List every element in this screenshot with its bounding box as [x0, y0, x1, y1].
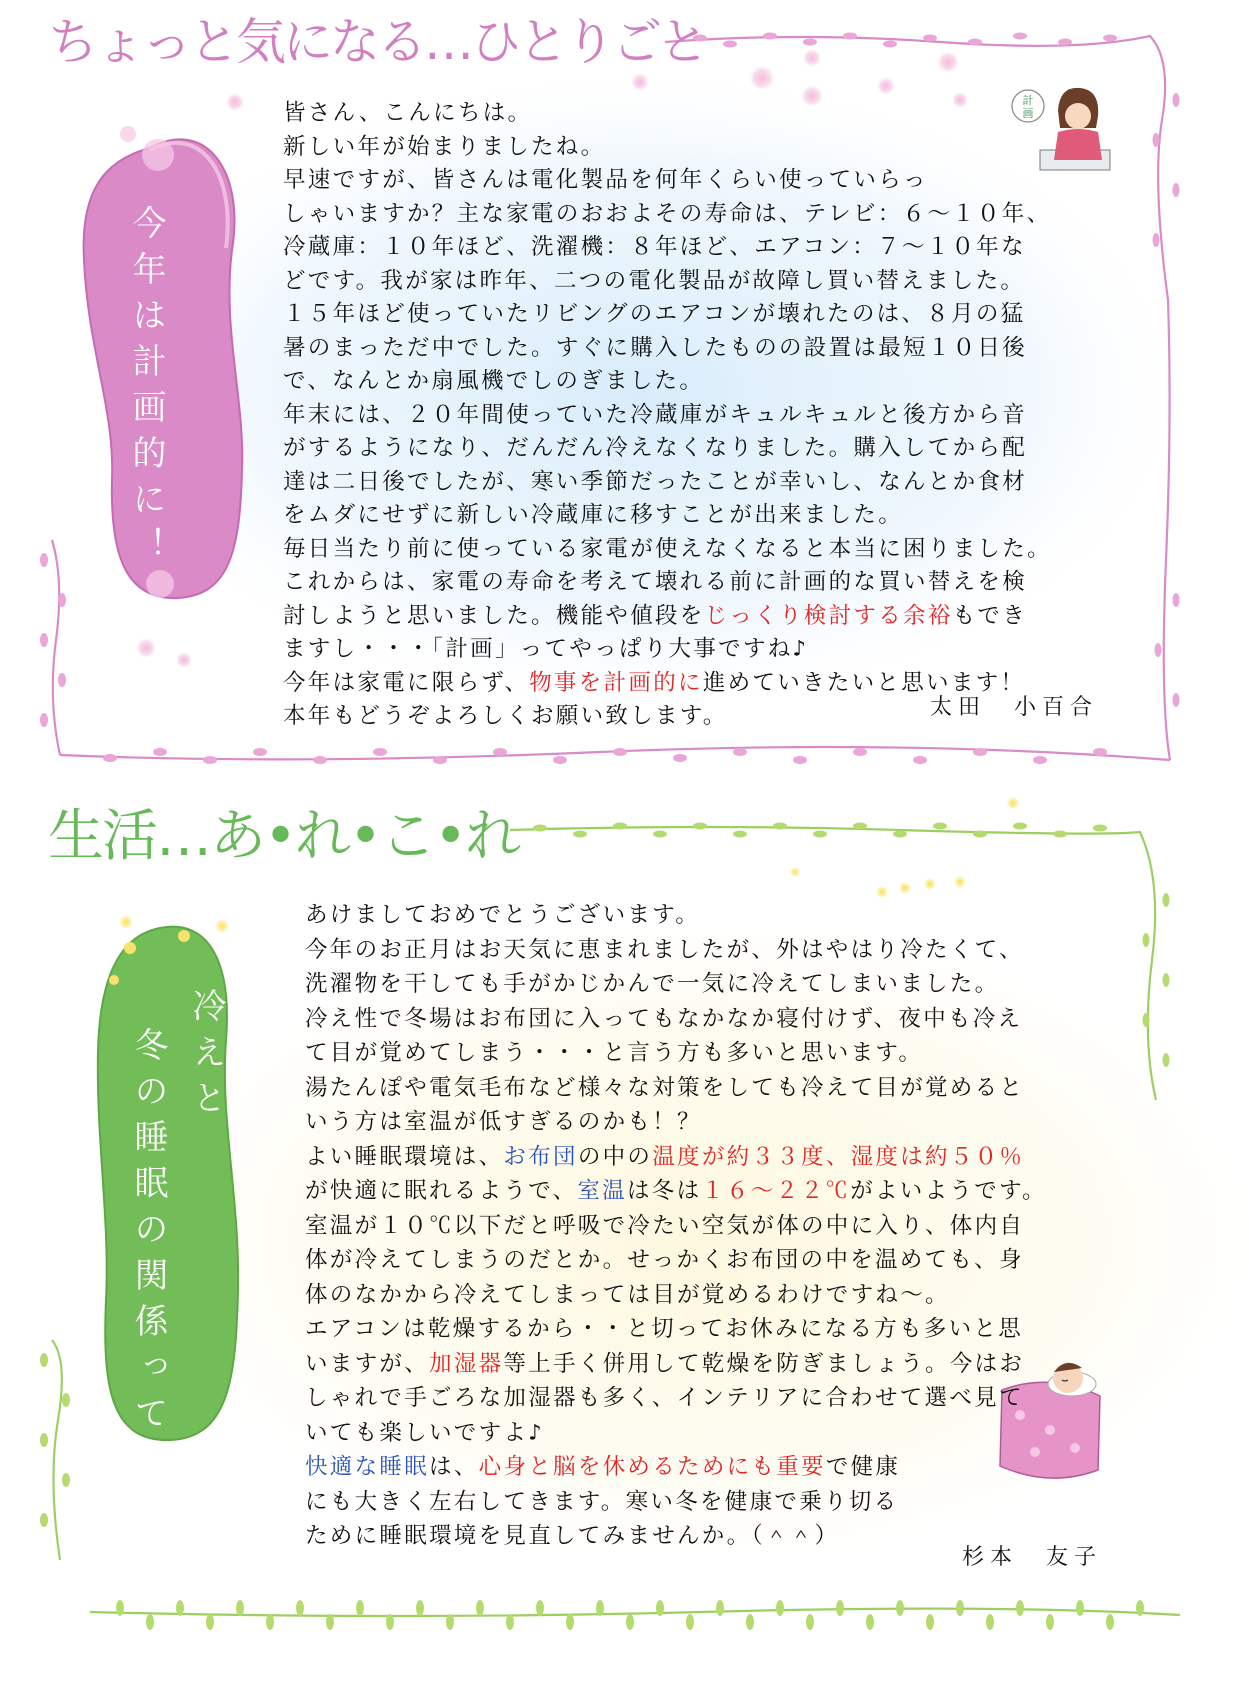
text-segment: がよいようです。: [850, 1178, 1047, 1204]
text-segment: て目が覚めてしまう・・・と言う方も多いと思います。: [305, 1040, 924, 1066]
body-line: [283, 466, 1133, 500]
body-line: [283, 399, 1133, 433]
text-segment: の中の: [577, 1143, 653, 1170]
text-segment: 新しい年が始まりましたね。: [283, 133, 606, 160]
body-line: [283, 499, 1133, 533]
text-segment: これからは、家電の寿命を考えて壊れる前に計画的な買い替えを検: [283, 569, 1028, 595]
section1-body: [283, 97, 1133, 734]
text-segment: は冬は: [626, 1178, 702, 1204]
text-segment: 体が冷えてしまうのだとか。せっかくお布団の中を温めても、身: [305, 1247, 1024, 1273]
section1-badge-text: 今年は計画的に！: [126, 205, 166, 573]
text-segment: ために睡眠環境を見直してみませんか。（＾＾）: [305, 1523, 840, 1549]
body-line: [305, 1209, 1135, 1244]
text-segment: 等上手く併用して乾燥を防ぎましょう。今はお: [503, 1350, 1025, 1377]
text-segment: いますが、: [305, 1350, 430, 1377]
text-segment: 今年は家電に限らず、: [283, 669, 530, 696]
body-line: [305, 1071, 1135, 1106]
text-segment: あけましておめでとうございます。: [305, 902, 701, 928]
text-segment: 洗濯物を干しても手がかじかんで一気に冷えてしまいました。: [305, 971, 1000, 997]
body-line: [283, 633, 1133, 667]
highlight-red: じっくり検討する余裕: [704, 602, 953, 629]
text-segment: にも大きく左右してきます。寒い冬を健康で乗り切る: [305, 1488, 899, 1515]
body-line: [283, 164, 1133, 198]
body-line: [283, 265, 1133, 299]
body-line: [283, 97, 1133, 131]
body-line: [305, 1485, 1135, 1520]
text-segment: 体のなかから冷えてしまっては目が覚めるわけですね～。: [305, 1281, 950, 1308]
section1-signature: 太田 小百合: [930, 695, 1099, 720]
section2-title: 生活…あ•れ•こ•れ: [48, 804, 520, 869]
body-line: [283, 600, 1133, 634]
body-line: [283, 332, 1133, 366]
text-segment: 本年もどうぞよろしくお願い致します。: [283, 703, 728, 729]
text-segment: が快適に眠れるようで、: [305, 1178, 578, 1204]
body-line: [305, 933, 1135, 968]
body-line: [305, 1312, 1135, 1347]
text-segment: よい睡眠環境は、: [305, 1143, 504, 1170]
text-segment: をムダにせずに新しい冷蔵庫に移すことが出来ました。: [283, 502, 904, 528]
text-segment: 今年のお正月はお天気に恵まれましたが、外はやはり冷たくて、: [305, 936, 1024, 963]
text-segment: 室温が１０℃以下だと呼吸で冷たい空気が体の中に入り、体内自: [305, 1212, 1025, 1239]
icon-label-line1: 計: [1022, 94, 1034, 107]
body-line: [283, 131, 1133, 165]
body-line: [305, 1243, 1135, 1278]
text-segment: 冷蔵庫：１０年ほど、洗濯機：８年ほど、エアコン：７～１０年な: [283, 234, 1026, 260]
highlight-red: 心身と脳を休めるためにも重要: [478, 1454, 826, 1480]
section2-badge-text-line1: 冷えと: [186, 988, 226, 1126]
text-segment: しゃいますか？主な家電のおおよその寿命は、テレビ：６～１０年、: [283, 200, 1052, 227]
section2-body: [305, 898, 1135, 1554]
body-line: [283, 365, 1133, 399]
section1-title: ちょっと気になる…ひとりごと: [48, 13, 706, 71]
body-line: [305, 898, 1135, 933]
highlight-blue: 室温: [577, 1178, 627, 1204]
body-line: [283, 566, 1133, 600]
body-line: [305, 967, 1135, 1002]
body-line: [283, 198, 1133, 232]
text-segment: １５年ほど使っていたリビングのエアコンが壊れたのは、８月の猛: [283, 301, 1026, 327]
text-segment: 年末には、２０年間使っていた冷蔵庫がキュルキュルと後方から音: [283, 401, 1028, 428]
text-segment: で健康: [825, 1454, 901, 1480]
text-segment: しゃれで手ごろな加湿器も多く、インテリアに合わせて選べ見て: [305, 1385, 1024, 1411]
text-segment: で、なんとか扇風機でしのぎました。: [283, 368, 705, 394]
highlight-red: １６～２２℃: [701, 1178, 851, 1204]
text-segment: は、: [429, 1454, 479, 1480]
body-line: [305, 1381, 1135, 1416]
text-segment: 冷え性で冬場はお布団に入ってもなかなか寝付けず、夜中も冷え: [305, 1005, 1023, 1032]
highlight-blue: 快適な睡眠: [305, 1454, 430, 1480]
body-line: [305, 1002, 1135, 1037]
highlight-red: 加湿器: [429, 1350, 504, 1377]
section2-badge-text-line2: 冬の睡眠の関係って？: [128, 1027, 168, 1487]
body-line: [283, 231, 1133, 265]
text-segment: いても楽しいですよ♪: [305, 1419, 545, 1446]
text-segment: 早速ですが、皆さんは電化製品を何年くらい使っていらっ: [283, 167, 928, 193]
body-line: [305, 1140, 1135, 1175]
body-line: [305, 1174, 1135, 1209]
text-segment: 進めていきたいと思います！: [702, 669, 1026, 696]
highlight-red: 物事を計画的に: [529, 669, 703, 696]
text-segment: 湯たんぽや電気毛布など様々な対策をしても冷えて目が覚めると: [305, 1074, 1025, 1101]
text-segment: いう方は室温が低すぎるのかも！？: [305, 1109, 702, 1135]
text-segment: エアコンは乾燥するから・・と切ってお休みになる方も多いと思: [305, 1316, 1024, 1342]
text-segment: 達は二日後でしたが、寒い季節だったことが幸いし、なんとか食材: [283, 468, 1028, 495]
body-line: [283, 298, 1133, 332]
section2-signature: 杉本 友子: [962, 1545, 1103, 1570]
text-segment: 毎日当たり前に使っている家電が使えなくなると本当に困りました。: [283, 535, 1052, 562]
body-line: [305, 1450, 1135, 1485]
text-segment: どです。我が家は昨年、二つの電化製品が故障し買い替えました。: [283, 267, 1026, 294]
body-line: [305, 1105, 1135, 1140]
text-segment: 討しようと思いました。機能や値段を: [283, 602, 705, 629]
body-line: [283, 432, 1133, 466]
body-line: [305, 1347, 1135, 1382]
text-segment: 皆さん、こんにちは。: [283, 100, 533, 126]
highlight-red: 温度が約３３度、湿度は約５０％: [652, 1143, 1025, 1170]
body-line: [305, 1036, 1135, 1071]
text-segment: がするようになり、だんだん冷えなくなりました。購入してから配: [283, 435, 1028, 461]
body-line: [305, 1416, 1135, 1451]
body-line: [305, 1278, 1135, 1313]
icon-label-line2: 画: [1022, 107, 1034, 120]
body-line: [283, 533, 1133, 567]
text-segment: ますし・・・「計画」ってやっぱり大事ですね♪: [283, 636, 809, 662]
text-segment: 暑のまっただ中でした。すぐに購入したものの設置は最短１０日後: [283, 334, 1028, 361]
highlight-blue: お布団: [503, 1143, 578, 1170]
text-segment: もでき: [952, 602, 1028, 629]
